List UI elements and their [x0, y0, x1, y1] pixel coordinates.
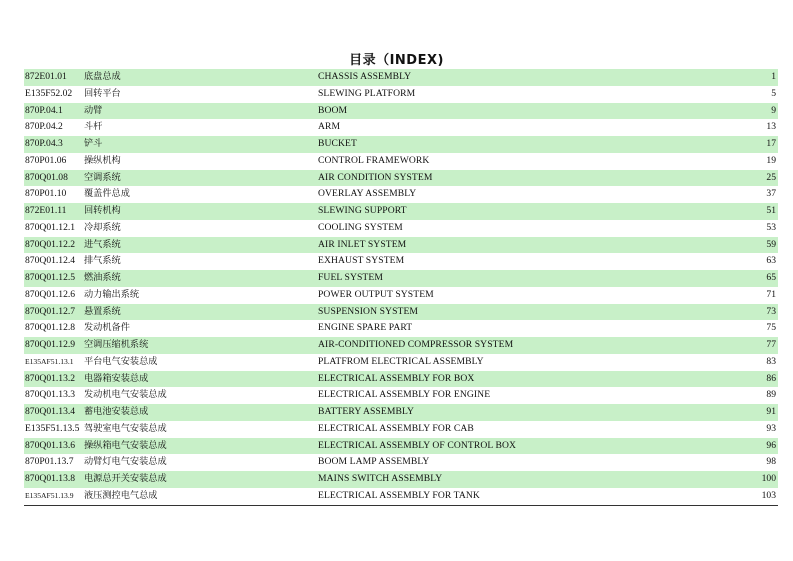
page-number: 59 — [766, 238, 776, 250]
index-row[interactable] — [24, 287, 778, 304]
chinese-title: 发动机电气安装总成 — [84, 389, 167, 401]
english-title: BATTERY ASSEMBLY — [318, 406, 414, 417]
index-row[interactable] — [24, 471, 778, 488]
page-number: 91 — [766, 406, 776, 417]
page-number: 93 — [766, 422, 776, 434]
english-title: BOOM LAMP ASSEMBLY — [318, 456, 430, 468]
english-title: AIR INLET SYSTEM — [318, 238, 407, 250]
chinese-title: 斗杆 — [84, 121, 103, 133]
chinese-title: 蓄电池安装总成 — [84, 406, 149, 417]
index-row[interactable] — [24, 220, 778, 237]
section-code: 870P01.10 — [25, 188, 67, 200]
section-code: 870Q01.12.7 — [25, 305, 76, 317]
index-row[interactable] — [24, 69, 778, 86]
english-title: AIR-CONDITIONED COMPRESSOR SYSTEM — [318, 339, 514, 350]
english-title: FUEL SYSTEM — [318, 272, 383, 283]
english-title: SLEWING PLATFORM — [318, 87, 416, 99]
section-code: 870Q01.12.9 — [25, 339, 76, 350]
index-row[interactable] — [24, 237, 778, 254]
chinese-title: 驾驶室电气安装总成 — [84, 422, 167, 434]
page-number: 89 — [766, 389, 776, 401]
section-code: 870Q01.12.4 — [25, 255, 76, 267]
chinese-title: 动臂灯电气安装总成 — [84, 456, 167, 468]
page-number: 98 — [766, 456, 776, 468]
section-code: 870Q01.12.5 — [25, 272, 76, 283]
section-code: E135F51.13.5 — [25, 422, 80, 434]
index-row[interactable] — [24, 320, 778, 337]
chinese-title: 冷却系统 — [84, 221, 121, 233]
page-number: 71 — [766, 288, 776, 300]
section-code: 870Q01.13.8 — [25, 473, 76, 484]
index-row[interactable] — [24, 354, 778, 371]
page-number: 73 — [766, 305, 776, 317]
section-code: 870Q01.12.2 — [25, 238, 76, 250]
page-number: 51 — [766, 205, 776, 216]
page-number: 17 — [766, 138, 776, 149]
chinese-title: 电源总开关安装总成 — [84, 473, 167, 484]
chinese-title: 平台电气安装总成 — [84, 355, 158, 367]
index-row[interactable] — [24, 337, 778, 354]
section-code: 870Q01.12.6 — [25, 288, 76, 300]
section-code: 870Q01.12.8 — [25, 322, 76, 334]
index-row[interactable] — [24, 488, 778, 505]
index-row[interactable] — [24, 454, 778, 471]
chinese-title: 回转机构 — [84, 205, 121, 216]
section-code: 870P01.06 — [25, 154, 67, 166]
english-title: CHASSIS ASSEMBLY — [318, 71, 412, 82]
index-row[interactable] — [24, 119, 778, 136]
chinese-title: 动力输出系统 — [84, 288, 140, 300]
section-code: 870P.04.3 — [25, 138, 63, 149]
section-code: E135F52.02 — [25, 87, 73, 99]
section-code: 870Q01.08 — [25, 171, 68, 183]
section-code: 870Q01.13.3 — [25, 389, 76, 401]
page-number: 100 — [761, 473, 776, 484]
chinese-title: 空调压缩机系统 — [84, 339, 149, 350]
index-row[interactable] — [24, 170, 778, 187]
chinese-title: 铲斗 — [84, 138, 103, 149]
english-title: AIR CONDITION SYSTEM — [318, 171, 433, 183]
index-table — [24, 69, 778, 506]
page-number: 1 — [771, 71, 776, 82]
index-row[interactable] — [24, 136, 778, 153]
page-number: 19 — [766, 154, 776, 166]
chinese-title: 燃油系统 — [84, 272, 121, 283]
page-number: 86 — [766, 372, 776, 384]
index-row[interactable] — [24, 86, 778, 103]
page-number: 37 — [766, 188, 776, 200]
english-title: ELECTRICAL ASSEMBLY FOR CAB — [318, 422, 474, 434]
section-code: E135AF51.13.9 — [25, 490, 74, 500]
chinese-title: 悬置系统 — [84, 305, 121, 317]
page-number: 5 — [771, 87, 776, 99]
chinese-title: 电器箱安装总成 — [84, 372, 149, 384]
index-row[interactable] — [24, 103, 778, 120]
page-number: 77 — [766, 339, 776, 350]
english-title: POWER OUTPUT SYSTEM — [318, 288, 434, 300]
chinese-title: 进气系统 — [84, 238, 121, 250]
index-row[interactable] — [24, 404, 778, 421]
english-title: BOOM — [318, 104, 348, 116]
page-number: 53 — [766, 221, 776, 233]
index-row[interactable] — [24, 253, 778, 270]
english-title: SLEWING SUPPORT — [318, 205, 407, 216]
chinese-title: 操纵箱电气安装总成 — [84, 439, 167, 451]
index-row[interactable] — [24, 387, 778, 404]
chinese-title: 底盘总成 — [84, 71, 121, 82]
chinese-title: 覆盖件总成 — [84, 188, 130, 200]
chinese-title: 动臂 — [84, 104, 103, 116]
page-title: 目录（INDEX) — [349, 53, 444, 68]
english-title: ENGINE SPARE PART — [318, 322, 413, 334]
section-code: 872E01.11 — [25, 205, 67, 216]
page-number: 63 — [766, 255, 776, 267]
section-code: 870Q01.12.1 — [25, 221, 76, 233]
section-code: 872E01.01 — [25, 71, 67, 82]
english-title: CONTROL FRAMEWORK — [318, 154, 430, 166]
section-code: E135AF51.13.1 — [25, 356, 74, 366]
page-number: 13 — [766, 121, 776, 133]
english-title: ELECTRICAL ASSEMBLY FOR ENGINE — [318, 389, 491, 401]
page-number: 25 — [766, 171, 776, 183]
section-code: 870P01.13.7 — [25, 456, 74, 468]
english-title: ELECTRICAL ASSEMBLY FOR TANK — [318, 489, 480, 501]
english-title: OVERLAY ASSEMBLY — [318, 188, 417, 200]
index-row[interactable] — [24, 270, 778, 287]
index-row[interactable] — [24, 203, 778, 220]
chinese-title: 排气系统 — [84, 255, 121, 267]
section-code: 870Q01.13.2 — [25, 372, 76, 384]
section-code: 870Q01.13.6 — [25, 439, 76, 451]
english-title: ELECTRICAL ASSEMBLY FOR BOX — [318, 372, 475, 384]
chinese-title: 发动机备件 — [84, 322, 130, 334]
chinese-title: 空调系统 — [84, 171, 121, 183]
index-row[interactable] — [24, 371, 778, 388]
page-number: 83 — [766, 355, 776, 367]
chinese-title: 回转平台 — [84, 87, 121, 99]
section-code: 870P.04.2 — [25, 121, 63, 133]
english-title: EXHAUST SYSTEM — [318, 255, 405, 267]
english-title: SUSPENSION SYSTEM — [318, 305, 419, 317]
english-title: COOLING SYSTEM — [318, 221, 403, 233]
page-number: 96 — [766, 439, 776, 451]
index-row[interactable] — [24, 153, 778, 170]
page-number: 103 — [761, 489, 776, 501]
index-row[interactable] — [24, 304, 778, 321]
page-number: 65 — [766, 272, 776, 283]
index-row[interactable] — [24, 421, 778, 438]
english-title: ELECTRICAL ASSEMBLY OF CONTROL BOX — [318, 439, 517, 451]
english-title: MAINS SWITCH ASSEMBLY — [318, 473, 443, 484]
page-number: 9 — [771, 104, 776, 116]
chinese-title: 操纵机构 — [84, 154, 121, 166]
index-row[interactable] — [24, 438, 778, 455]
page-number: 75 — [766, 322, 776, 334]
section-code: 870P.04.1 — [25, 104, 63, 116]
index-row[interactable] — [24, 186, 778, 203]
chinese-title: 液压测控电气总成 — [84, 489, 158, 501]
english-title: BUCKET — [318, 138, 357, 149]
english-title: ARM — [318, 121, 341, 133]
english-title: PLATFROM ELECTRICAL ASSEMBLY — [318, 355, 484, 367]
section-code: 870Q01.13.4 — [25, 406, 76, 417]
